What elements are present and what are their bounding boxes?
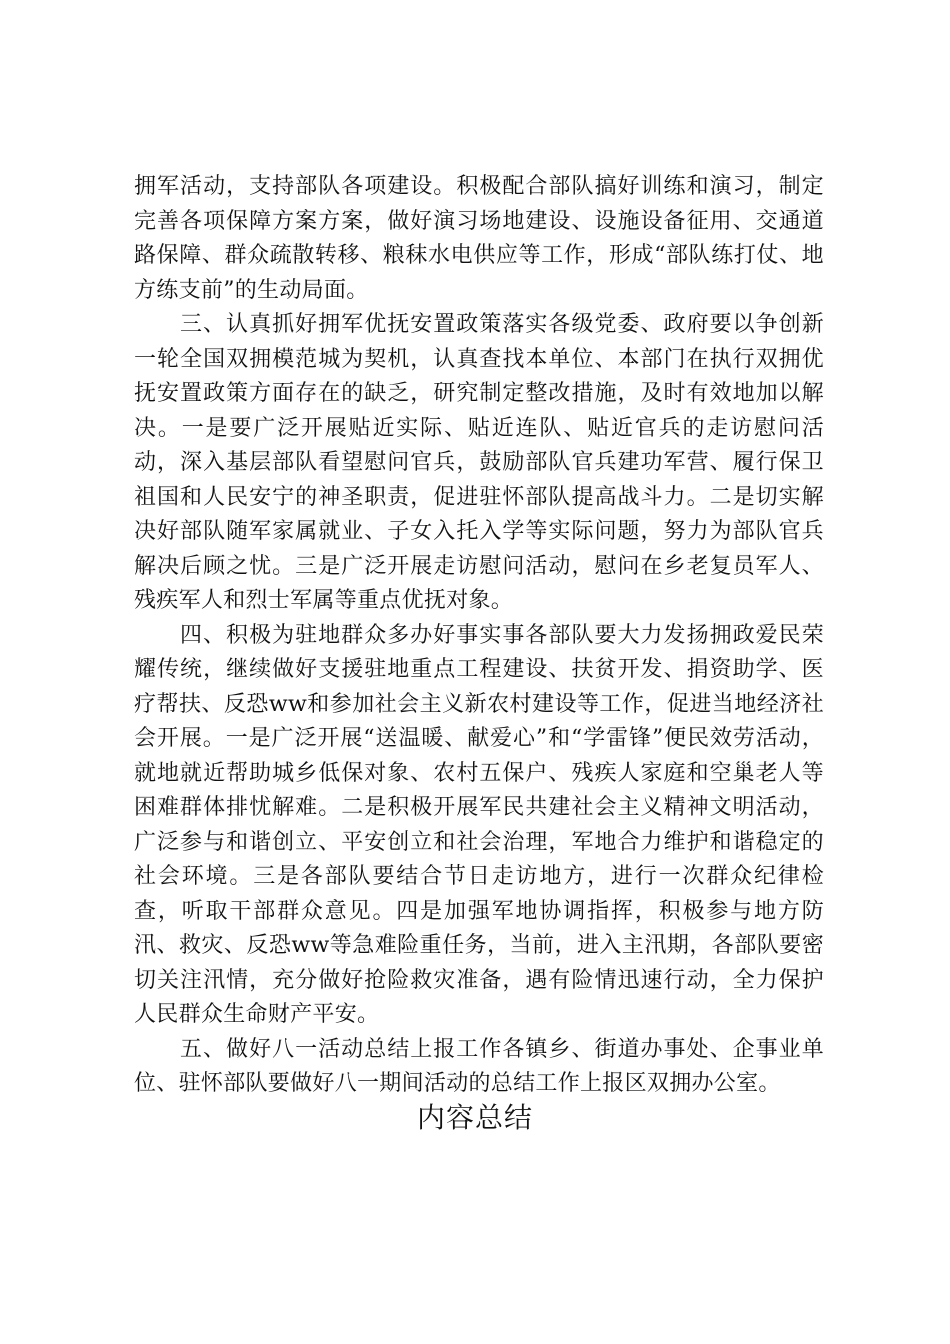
document-body (134, 170, 824, 1102)
paragraph-continuation: 拥军活动，支持部队各项建设。积极配合部队搞好训练和演习，制定完善各项保障方案方案，做好演习场地建设、设施设备征用、交通道路保障、群众疏散转移、粮秣水电供应等工作，形成“部队练打仗、地方练支前”的生动局面。 (134, 174, 824, 303)
paragraph-section-three: 三、认真抓好拥军优抚安置政策落实各级党委、政府要以争创新一轮全国双拥模范城为契机，认真查找本单位、本部门在执行双拥优抚安置政策方面存在的缺乏，研究制定整改措施，及时有效地加以解决。一是要广泛开展贴近实际、贴近连队、贴近官兵的走访慰问活动，深入基层部队看望慰问官兵，鼓励部队官兵建功军营、履行保卫祖国和人民安宁的神圣职责，促进驻怀部队提高战斗力。二是切实解决好部队随军家属就业、子女入托入学等实际问题，努力为部队官兵解决后顾之忧。三是广泛开展走访慰问活动，慰问在乡老复员军人、残疾军人和烈士军属等重点优抚对象。 (134, 312, 824, 613)
summary-heading: 内容总结 (416, 1101, 533, 1134)
paragraph-section-four: 四、积极为驻地群众多办好事实事各部队要大力发扬拥政爱民荣耀传统，继续做好支援驻地重点工程建设、扶贫开发、捐资助学、医疗帮扶、反恐ww和参加社会主义新农村建设等工作，促进当地经济社会开展。一是广泛开展“送温暖、献爱心”和“学雷锋”便民效劳活动，就地就近帮助城乡低保对象、农村五保户、残疾人家庭和空巢老人等困难群体排忧解难。二是积极开展军民共建社会主义精神文明活动，广泛参与和谐创立、平安创立和社会治理，军地合力维护和谐稳定的社会环境。三是各部队要结合节日走访地方，进行一次群众纪律检查，听取干部群众意见。四是加强军地协调指挥，积极参与地方防汛、救灾、反恐ww等急难险重任务，当前，进入主汛期，各部队要密切关注汛情，充分做好抢险救灾准备，遇有险情迅速行动，全力保护人民群众生命财产平安。 (134, 622, 824, 1027)
paragraph-section-five: 五、做好八一活动总结上报工作各镇乡、街道办事处、企事业单位、驻怀部队要做好八一期间活动的总结工作上报区双拥办公室。 (134, 1036, 824, 1096)
